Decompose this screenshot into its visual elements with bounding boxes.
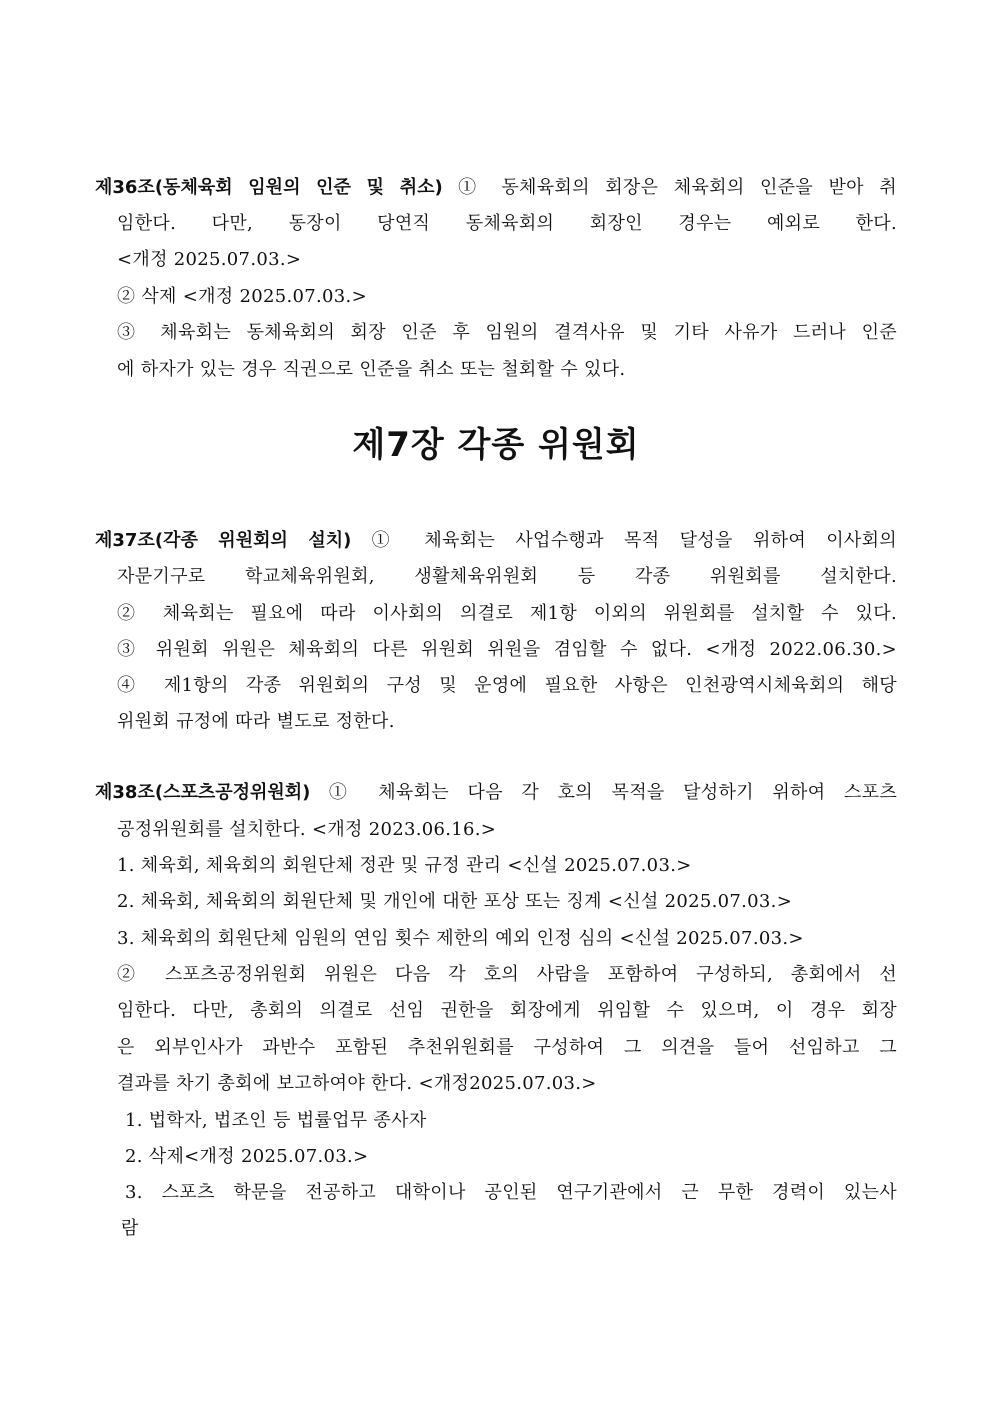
- article-38-para-2-cont-2: 은 외부인사가 과반수 포함된 추천위원회를 구성하여 그 의견을 들어 선임하고 그: [117, 1037, 897, 1058]
- article-36-text: ① 동체육회의 회장은 체육회의 인준을 받아 취: [458, 177, 897, 198]
- article-37-para-2: ② 체육회는 필요에 따라 이사회의 의결로 제1항 이외의 위원회를 설치할 수 있다.: [117, 603, 897, 624]
- article-37-para-3: ③ 위원회 위원은 체육회의 다른 위원회 위원을 겸임할 수 없다. <개정 2022.06.30.>: [117, 639, 897, 660]
- article-38-line-2: 공정위원회를 설치한다. <개정 2023.06.16.>: [117, 819, 497, 840]
- article-38-para-2-cont-1: 임한다. 다만, 총회의 의결로 선임 권한을 회장에게 위임할 수 있으며, 이 경우 회장: [117, 1000, 897, 1021]
- article-38-para-2: ② 스포츠공정위원회 위원은 다음 각 호의 사람을 포함하여 구성하되, 총회에서 선: [117, 964, 897, 985]
- article-37-line-2: 자문기구로 학교체육위원회, 생활체육위원회 등 각종 위원회를 설치한다.: [117, 566, 897, 587]
- article-38-para-2-item-1: 1. 법학자, 법조인 등 법률업무 종사자: [125, 1110, 427, 1131]
- article-38-item-1: 1. 체육회, 체육회의 회원단체 정관 및 규정 관리 <신설 2025.07.03.>: [117, 855, 692, 876]
- article-38-line-1: [95, 780, 897, 806]
- article-36-para-3: ③ 체육회는 동체육회의 회장 인준 후 임원의 결격사유 및 기타 사유가 드러나 인준: [117, 322, 897, 343]
- article-37-line-1: [95, 528, 897, 554]
- article-36-line-1: [95, 175, 897, 201]
- article-38-para-2-item-3-cont: 람: [121, 1218, 139, 1239]
- article-38-item-2: 2. 체육회, 체육회의 회원단체 및 개인에 대한 포상 또는 징계 <신설 2025.07.03.>: [117, 891, 793, 912]
- article-38-heading: 제38조(스포츠공정위원회): [95, 782, 311, 803]
- article-38-para-2-item-2: 2. 삭제<개정 2025.07.03.>: [125, 1146, 369, 1167]
- article-36-para-2: ② 삭제 <개정 2025.07.03.>: [117, 286, 367, 307]
- article-37-text: ① 체육회는 사업수행과 목적 달성을 위하여 이사회의: [371, 530, 897, 551]
- amendment-note: <개정 2025.07.03.>: [117, 249, 302, 270]
- chapter-title: 제7장 각종 위원회: [352, 425, 640, 465]
- article-38-para-2-cont-3: 결과를 차기 총회에 보고하여야 한다. <개정2025.07.03.>: [117, 1073, 597, 1094]
- article-36-para-3-cont: 에 하자가 있는 경우 직권으로 인준을 취소 또는 철회할 수 있다.: [117, 359, 626, 380]
- article-38-item-3: 3. 체육회의 회원단체 임원의 연임 횟수 제한의 예외 인정 심의 <신설 2025.07.03.>: [117, 928, 804, 949]
- article-37-heading: 제37조(각종 위원회의 설치): [95, 530, 352, 551]
- article-38-para-2-item-3: 3. 스포츠 학문을 전공하고 대학이나 공인된 연구기관에서 근 무한 경력이 있는사: [125, 1182, 897, 1203]
- article-36-line-2: 임한다. 다만, 동장이 당연직 동체육회의 회장인 경우는 예외로 한다.: [117, 213, 897, 234]
- article-36-heading: 제36조(동체육회 임원의 인준 및 취소): [95, 177, 443, 198]
- article-37-para-4: ④ 제1항의 각종 위원회의 구성 및 운영에 필요한 사항은 인천광역시체육회의 해당: [117, 675, 897, 696]
- article-37-para-4-cont: 위원회 규정에 따라 별도로 정한다.: [117, 711, 395, 732]
- article-38-text: ① 체육회는 다음 각 호의 목적을 달성하기 위하여 스포츠: [328, 782, 898, 803]
